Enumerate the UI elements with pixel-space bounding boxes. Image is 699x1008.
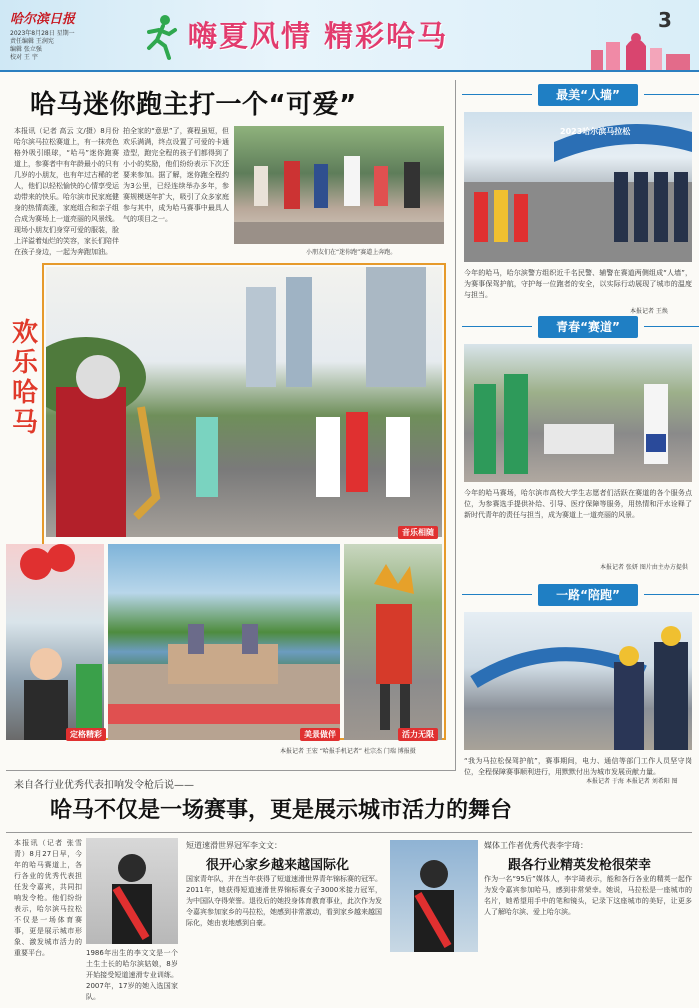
page-number: 3 — [658, 8, 672, 32]
youth-credit: 本报记者 张妍 图片由主办方提供 — [600, 564, 688, 571]
banner-title: 嗨夏风情 精彩哈马 — [188, 19, 449, 53]
costume-runner-scene — [344, 544, 442, 740]
section-divider — [6, 770, 456, 771]
balloon-girl-scene — [6, 544, 104, 740]
vertical-title — [8, 318, 42, 438]
kids-run-caption: 小朋友们在“迷你跑”赛道上奔跑。 — [306, 249, 397, 256]
li-wenwen-portrait — [86, 838, 178, 944]
skyline-illustration — [586, 28, 696, 70]
li-wenwen-bio: 1986年出生的李文文是一个土生土长的哈尔滨姑娘，8岁开始接受短道速滑专业训练。2007年，17岁的她入选国家队。 — [86, 949, 178, 1001]
main-headline: 哈马迷你跑主打一个“可爱” — [30, 90, 357, 120]
column-divider — [455, 80, 456, 770]
second-story-headline: 哈马不仅是一场赛事，更是展示城市活力的舞台 — [50, 798, 513, 823]
photo-tag-wonderful: 定格精彩 — [66, 728, 106, 741]
runner-icon — [135, 12, 185, 62]
vertical-title-char: 哈 — [11, 378, 38, 408]
youth-story-text: 今年的哈马赛场，哈尔滨市高校大学生志愿者们活跃在赛道的各个服务点位，为参赛选手提供补给、引导、医疗保障等服务，用热情和汗水诠释了新时代青年的责任与担当，成为赛道上一道亮丽的风景。 — [464, 489, 692, 519]
vertical-title-char: 欢 — [11, 318, 38, 348]
escort-story-text: “我为马拉松保驾护航”，赛事期间，电力、通信等部门工作人员坚守岗位，全程保障赛事顺利进行，用默默付出为城市发展贡献力量。 — [464, 757, 692, 776]
paper-name: 哈尔滨日报 — [10, 12, 76, 27]
sprint-story-text: 国家青年队，并在当年获得了短道速滑世界青年锦标赛的冠军。2011年，她获得短道速滑世界锦标赛女子3000米接力冠军，为中国队夺得荣誉。退役后的她投身体育教育事业，此次作为发令嘉宾参加家乡的马拉松，她感到非常激动，看到家乡越来越国际化，她由衷地感到自豪。 — [186, 875, 382, 927]
aerial-city-scene — [108, 544, 340, 740]
worker-story-text: 作为一名“95后”媒体人，李宇琦表示，能和各行各业的精英一起作为发令嘉宾参加哈马，感到非常荣幸。她说，马拉松是一座城市的名片，她希望用手中的笔和镜头，记录下这座城市的美好，让更多人了解哈尔滨、爱上哈尔滨。 — [484, 875, 692, 916]
sidebar-head-wall: 最美“人墙” — [538, 84, 638, 106]
photo-tag-music: 音乐相随 — [398, 526, 438, 539]
aerial-city-photo — [108, 544, 340, 740]
main-story-col1: 本报讯（记者 高云 文/摄）8月份哈尔滨马拉松赛道上，有一抹亮色格外吸引眼球，“哈马”迷你跑赛道上，参赛者中有年龄最小的只有几岁的小朋友，也有年过古稀的老人，他们以轻松愉快的心情享受运动带来的快乐。哈尔滨市民家庭健身的热情高涨，家庭组合和亲子组合成为赛场上一道亮丽的风景线。现场小朋友们身穿可爱的服装，脸上洋溢着灿烂的笑容，家长们陪伴在孩子身边，一起为奔跑加油。 — [14, 127, 119, 256]
li-yuqi-portrait — [390, 840, 478, 952]
issue-date: 2023年8月28日 星期一 — [10, 30, 75, 37]
utility-workers-scene — [464, 612, 692, 750]
sidebar-head-escort: 一路“陪跑” — [538, 584, 638, 606]
kids-run-figures — [234, 126, 444, 244]
worker-subhead: 媒体工作者优秀代表李宇琦： — [484, 841, 588, 850]
li-yuqi-figure — [390, 840, 478, 952]
costume-runner-photo — [344, 544, 442, 740]
wall-credit: 本报记者 王焕 — [630, 308, 668, 315]
kids-run-photo — [234, 126, 444, 244]
saxophone-scene — [46, 267, 442, 537]
wall-story-text: 今年的哈马，哈尔滨警方组织近千名民警、辅警在赛道两侧组成“人墙”，为赛事保驾护航，守护每一位跑者的安全，以实际行动展现了城市的温度与担当。 — [464, 269, 692, 299]
main-story-col2: 拍全家的“意思”了，赛程虽短，但欢乐满满，终点设置了可爱的卡通造型，跑完全程的孩子们都得到了小小的奖励，他们纷纷表示下次还要来参加。据了解，迷你跑全程约为3公里，已经连续举办多年，参赛规模逐年扩大，吸引了众多家庭参与其中，成为哈马赛事中最具人气的项目之一。 — [123, 127, 229, 223]
vertical-title-char: 乐 — [11, 348, 38, 378]
photo-credit: 本报记者 王宏 “哈报手机记者” 杜宗杰 门瑞 博报摄 — [280, 748, 416, 755]
saxophone-runners-photo — [46, 267, 442, 537]
sprint-subhead: 短道速滑世界冠军李文文： — [186, 841, 282, 850]
utility-workers-photo — [464, 612, 692, 750]
balloon-girl-photo — [6, 544, 104, 740]
li-wenwen-figure — [86, 838, 178, 944]
vertical-title-char: 马 — [11, 408, 38, 438]
editor-line-2: 编辑 张立强 — [10, 46, 42, 53]
editor-line: 责任编辑 王润宪 — [10, 38, 54, 45]
worker-headline: 跟各行业精英发枪很荣幸 — [508, 858, 652, 873]
photo-tag-beauty: 美景做伴 — [300, 728, 340, 741]
wall-banner-text: 2023哈尔滨马拉松 — [560, 127, 631, 136]
second-story-kicker: 来自各行业优秀代表扣响发令枪后说—— — [14, 780, 194, 791]
second-story-col1: 本报讯（记者 张雪青）8月27日早，今年的哈马赛道上，各行各业的优秀代表担任发令嘉宾，共同扣响发令枪。他们纷纷表示，哈尔滨马拉松不仅是一场体育赛事，更是展示城市形象、激发城市活力的重要平台。 — [14, 839, 82, 957]
second-story-rule — [6, 832, 692, 833]
escort-credit: 本报记者 于海 本报记者 刘希阳 图 — [586, 778, 678, 785]
photo-tag-vitality: 活力无限 — [398, 728, 438, 741]
proofreader-line: 校对 王 宇 — [10, 54, 38, 61]
sprint-headline: 很开心家乡越来越国际化 — [206, 858, 350, 873]
volunteers-photo — [464, 344, 692, 482]
volunteers-scene — [464, 344, 692, 482]
sidebar-head-youth: 青春“赛道” — [538, 316, 638, 338]
